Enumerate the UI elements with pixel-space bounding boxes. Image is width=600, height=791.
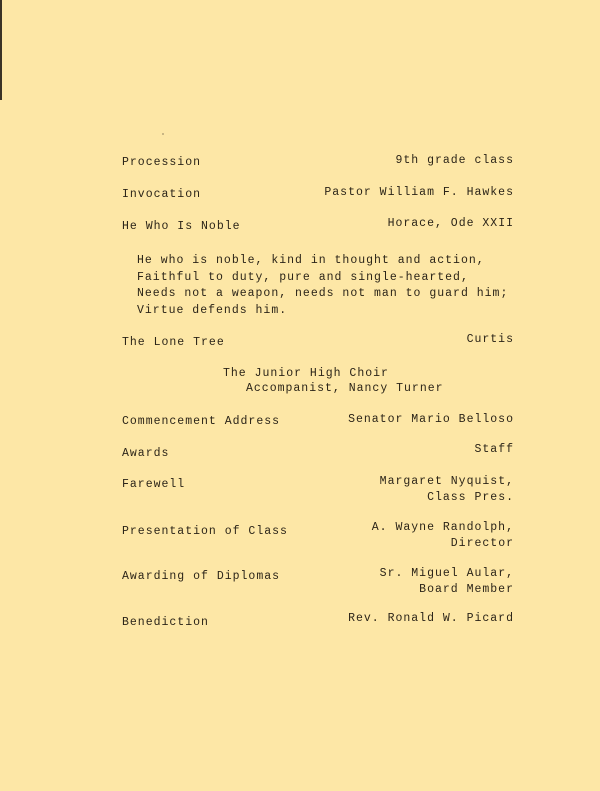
- lone-tree-title: The Lone Tree: [122, 336, 225, 349]
- diplomas-speaker-name: Sr. Miguel Aular,: [379, 567, 514, 580]
- invocation-performer: Pastor William F. Hawkes: [324, 186, 514, 199]
- awards-title: Awards: [122, 447, 170, 460]
- address-speaker: Senator Mario Belloso: [348, 413, 514, 426]
- farewell-speaker-name: Margaret Nyquist,: [379, 475, 514, 488]
- farewell-speaker: [380, 474, 514, 506]
- procession-performer: 9th grade class: [395, 154, 514, 167]
- presentation-speaker-role: Director: [450, 537, 514, 550]
- procession-title: Procession: [122, 156, 202, 169]
- noble-author: Horace, Ode XXII: [387, 217, 514, 230]
- poem-line: He who is noble, kind in thought and action,: [137, 254, 485, 267]
- presentation-title: Presentation of Class: [122, 525, 288, 538]
- benediction-speaker: Rev. Ronald W. Picard: [348, 612, 514, 625]
- diplomas-speaker: [380, 566, 514, 598]
- presentation-speaker-name: A. Wayne Randolph,: [371, 521, 514, 534]
- choir-name: The Junior High Choir: [223, 367, 389, 380]
- poem-line: Virtue defends him.: [137, 303, 288, 317]
- choir-accompanist: Accompanist, Nancy Turner: [246, 382, 444, 395]
- poem-line: Needs not a weapon, needs not man to guard him;: [137, 287, 509, 300]
- invocation-title: Invocation: [122, 188, 202, 201]
- page-edge-mark: [0, 0, 2, 100]
- awards-presenter: Staff: [474, 443, 514, 456]
- farewell-speaker-role: Class Pres.: [427, 491, 514, 504]
- poem-line: Faithful to duty, pure and single-hearted,: [137, 270, 469, 284]
- lone-tree-composer: Curtis: [466, 333, 514, 346]
- diplomas-title: Awarding of Diplomas: [122, 570, 281, 583]
- presentation-speaker: [372, 520, 514, 552]
- paper-speck: [162, 133, 164, 135]
- diplomas-speaker-role: Board Member: [419, 583, 514, 596]
- farewell-title: Farewell: [122, 478, 186, 491]
- address-title: Commencement Address: [122, 415, 281, 428]
- benediction-title: Benediction: [122, 616, 209, 629]
- noble-title: He Who Is Noble: [122, 220, 241, 233]
- poem-text: [137, 253, 508, 319]
